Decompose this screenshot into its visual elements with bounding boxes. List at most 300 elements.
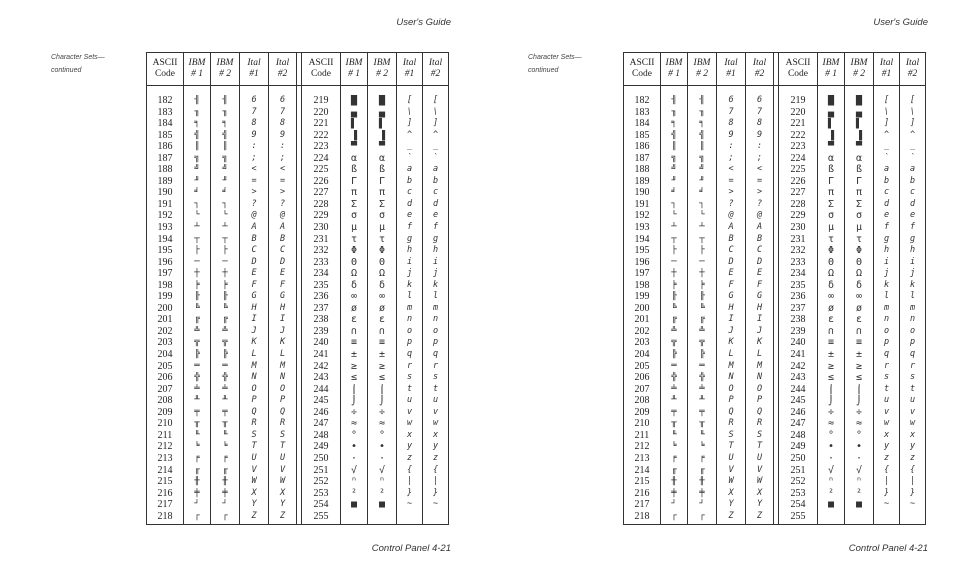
table-cell: W	[279, 476, 286, 487]
table-cell: ·	[827, 452, 835, 464]
table-cell: π	[827, 187, 835, 199]
table-cell: `	[909, 152, 916, 163]
table-cell: ≈	[827, 418, 835, 430]
table-cell: U	[279, 452, 286, 463]
table-cell: j	[909, 268, 916, 279]
table-cell: t	[432, 383, 439, 394]
table-cell: {	[406, 464, 413, 475]
table-cell: ÷	[827, 406, 835, 418]
table-cell: x	[909, 429, 916, 440]
table-cell: 202	[157, 325, 173, 337]
ibm1-column	[661, 86, 688, 525]
table-cell: 213	[634, 452, 650, 464]
table-cell: ▄	[827, 106, 835, 118]
table-cell: 203	[157, 337, 173, 349]
table-cell: ≤	[855, 372, 863, 384]
table-cell: 237	[790, 302, 806, 314]
ascii-code-column	[779, 86, 818, 525]
table-cell: S	[728, 429, 734, 440]
table-cell: f	[406, 222, 413, 233]
table-cell: T	[756, 441, 763, 452]
table-cell: T	[728, 441, 734, 452]
table-cell: ╧	[699, 383, 705, 394]
table-cell: o	[406, 325, 413, 336]
table-cell: y	[883, 441, 890, 452]
table-cell: ]	[909, 118, 916, 129]
table-cell: µ	[827, 222, 835, 234]
table-cell: 199	[634, 291, 650, 303]
table-cell: ∞	[378, 291, 386, 303]
table-cell: 8	[279, 118, 286, 129]
table-cell: 221	[313, 118, 329, 130]
table-cell: 229	[790, 210, 806, 222]
table-cell: z	[883, 452, 890, 463]
table-cell: u	[432, 395, 439, 406]
table-cell: B	[728, 233, 734, 244]
table-cell: └	[699, 210, 705, 221]
table-cell: ⁿ	[350, 476, 358, 488]
table-cell: ╖	[671, 106, 677, 117]
table-cell: ╩	[699, 325, 705, 336]
table-cell: 198	[634, 279, 650, 291]
table-cell: 252	[790, 476, 806, 488]
table-cell: Y	[251, 499, 257, 510]
table-cell: q	[406, 349, 413, 360]
table-cell: T	[279, 441, 286, 452]
table-cell: ß	[827, 164, 835, 176]
table-cell: ≤	[350, 372, 358, 384]
table-cell: k	[432, 279, 439, 290]
table-cell: s	[909, 372, 916, 383]
table-cell: ├	[699, 245, 705, 256]
table-cell: 192	[157, 210, 173, 222]
table-cell: 238	[790, 314, 806, 326]
table-cell: 185	[157, 129, 173, 141]
table-cell: j	[883, 268, 890, 279]
table-cell: z	[909, 452, 916, 463]
table-cell: 228	[790, 198, 806, 210]
table-cell: b	[432, 175, 439, 186]
table-cell	[818, 511, 844, 523]
table-cell: 235	[313, 279, 329, 291]
table-cell: _	[432, 141, 439, 152]
table-cell: δ	[827, 279, 835, 291]
table-cell: ╨	[222, 395, 228, 406]
table-cell: Ω	[350, 268, 358, 280]
table-cell: m	[406, 302, 413, 313]
table-cell: ÷	[350, 406, 358, 418]
table-cell: x	[432, 429, 439, 440]
table-cell: A	[756, 222, 763, 233]
table-cell	[845, 511, 873, 523]
table-cell: π	[378, 187, 386, 199]
table-cell: v	[406, 406, 413, 417]
table-cell: ~	[406, 499, 413, 510]
table-cell: C	[728, 245, 734, 256]
table-cell: N	[756, 372, 763, 383]
header-ibm2-right: IBM # 2	[368, 53, 397, 86]
table-cell: 224	[790, 152, 806, 164]
table-cell: 182	[634, 95, 650, 106]
table-cell: 245	[313, 395, 329, 407]
table-cell: O	[279, 383, 286, 394]
table-cell: 206	[634, 372, 650, 384]
table-cell: ┐	[222, 198, 228, 209]
table-cell: ├	[222, 245, 228, 256]
table-cell: δ	[378, 279, 386, 291]
table-cell: ╣	[222, 129, 228, 140]
table-cell: \	[432, 106, 439, 117]
header-ibm2-left: IBM # 2	[211, 53, 240, 86]
table-cell: ┘	[699, 499, 705, 510]
table-cell: ┬	[671, 233, 677, 244]
table-cell: 196	[634, 256, 650, 268]
table-cell: s	[432, 372, 439, 383]
table-cell: 188	[157, 164, 173, 176]
table-cell: 191	[634, 198, 650, 210]
table-cell: 225	[313, 164, 329, 176]
table-cell: E	[279, 268, 286, 279]
table-cell: O	[756, 383, 763, 394]
table-cell: 218	[634, 510, 650, 522]
table-cell: █	[827, 95, 835, 106]
table-cell: ╝	[671, 164, 677, 175]
ascii-code-column	[147, 86, 184, 525]
table-cell: ^	[406, 129, 413, 140]
table-cell: ±	[827, 349, 835, 361]
table-cell: ╖	[194, 106, 200, 117]
table-cell: 236	[790, 291, 806, 303]
table-cell: ╧	[222, 383, 228, 394]
table-cell: e	[432, 210, 439, 221]
table-cell: σ	[378, 210, 386, 222]
table-cell: ╔	[699, 314, 705, 325]
table-cell: O	[728, 383, 734, 394]
character-set-table	[623, 52, 926, 525]
table-cell: ε	[827, 314, 835, 326]
table-cell: 234	[313, 268, 329, 280]
table-cell: 244	[790, 383, 806, 395]
table-cell: 187	[157, 152, 173, 164]
table-cell: M	[728, 360, 734, 371]
table-cell: P	[756, 395, 763, 406]
table-cell: ┴	[671, 222, 677, 233]
table-cell: ╢	[699, 95, 705, 105]
table-cell: █	[350, 95, 358, 106]
table-cell: 184	[634, 118, 650, 130]
table-cell: X	[279, 487, 286, 498]
table-cell: \	[406, 106, 413, 117]
table-cell: ┼	[194, 268, 200, 279]
table-cell: 206	[157, 372, 173, 384]
table-cell: g	[432, 233, 439, 244]
table-cell: =	[251, 175, 257, 186]
table-cell: k	[883, 279, 890, 290]
table-cell: ├	[194, 245, 200, 256]
table-cell: ═	[222, 360, 228, 371]
table-cell: 255	[790, 510, 806, 522]
table-cell: }	[909, 487, 916, 498]
ascii-code-column	[302, 86, 341, 525]
table-cell: 189	[634, 175, 650, 187]
table-cell: ┼	[222, 268, 228, 279]
table-cell: {	[883, 464, 890, 475]
table-cell: @	[756, 210, 763, 221]
table-cell: U	[251, 452, 257, 463]
side-note-line1: Character Sets—	[51, 54, 105, 61]
table-cell: ╨	[699, 395, 705, 406]
table-cell: z	[406, 452, 413, 463]
table-cell: \	[909, 106, 916, 117]
table-cell: 234	[790, 268, 806, 280]
table-cell: 6	[279, 95, 286, 105]
table-cell: m	[883, 302, 890, 313]
table-cell: ╙	[699, 429, 705, 440]
table-cell: ╘	[194, 441, 200, 452]
table-cell: x	[883, 429, 890, 440]
table-cell: ≈	[350, 418, 358, 430]
table-cell: ╚	[699, 302, 705, 313]
table-cell: ╟	[699, 291, 705, 302]
table-cell: f	[909, 222, 916, 233]
table-cell: >	[728, 187, 734, 198]
table-cell: ═	[699, 360, 705, 371]
table-cell: ╠	[194, 349, 200, 360]
side-note	[528, 51, 582, 77]
header-ibm1-left: IBM # 1	[184, 53, 211, 86]
ital1-column	[240, 86, 269, 525]
table-cell: 239	[790, 325, 806, 337]
table-cell: f	[883, 222, 890, 233]
table-cell: ·	[378, 452, 386, 464]
table-cell: ┬	[194, 233, 200, 244]
table-cell: q	[883, 349, 890, 360]
table-cell: 187	[634, 152, 650, 164]
table-cell: b	[406, 175, 413, 186]
table-cell: B	[756, 233, 763, 244]
table-cell: ≥	[378, 360, 386, 372]
table-cell: ∩	[855, 325, 863, 337]
table-cell: 216	[157, 487, 173, 499]
table-cell: <	[728, 164, 734, 175]
ital1-column	[397, 86, 423, 525]
table-cell: ╒	[671, 452, 677, 463]
table-cell: ╒	[222, 452, 228, 463]
table-cell: ⌠	[378, 383, 386, 395]
table-cell: µ	[350, 222, 358, 234]
table-cell: Θ	[827, 256, 835, 268]
table-cell: 249	[790, 441, 806, 453]
table-cell: E	[251, 268, 257, 279]
table-cell: m	[432, 302, 439, 313]
table-cell: ∩	[827, 325, 835, 337]
table-cell: ╢	[222, 95, 228, 105]
table-cell: >	[279, 187, 286, 198]
table-cell: 242	[313, 360, 329, 372]
header-ascii-left: ASCII Code	[147, 53, 184, 86]
table-cell: C	[756, 245, 763, 256]
table-cell: ╪	[222, 487, 228, 498]
table-cell: 6	[756, 95, 763, 105]
table-cell: 235	[790, 279, 806, 291]
table-cell: h	[406, 245, 413, 256]
table-cell: ╫	[671, 476, 677, 487]
table-cell: G	[756, 291, 763, 302]
table-cell: 253	[790, 487, 806, 499]
table-cell: ╩	[671, 325, 677, 336]
table-cell: e	[406, 210, 413, 221]
table-cell: π	[350, 187, 358, 199]
table-cell: c	[909, 187, 916, 198]
table-cell: ■	[350, 499, 358, 511]
table-cell: °	[378, 429, 386, 441]
table-cell: 237	[313, 302, 329, 314]
table-cell: 221	[790, 118, 806, 130]
table-cell: ╝	[222, 164, 228, 175]
table-cell: K	[756, 337, 763, 348]
table-cell: ■	[378, 499, 386, 511]
table-cell: Z	[251, 510, 257, 521]
table-cell: µ	[378, 222, 386, 234]
table-cell: k	[909, 279, 916, 290]
table-cell: 251	[313, 464, 329, 476]
ascii-code-column	[624, 86, 661, 525]
table-cell: ╙	[222, 429, 228, 440]
table-cell: g	[883, 233, 890, 244]
table-cell: 247	[313, 418, 329, 430]
table-cell: ┬	[699, 233, 705, 244]
table-cell: =	[756, 175, 763, 186]
table-cell: r	[883, 360, 890, 371]
table-cell: 7	[279, 106, 286, 117]
table-cell: U	[728, 452, 734, 463]
table-cell: ╤	[222, 406, 228, 417]
table-cell: C	[279, 245, 286, 256]
table-cell: ~	[883, 499, 890, 510]
table-cell: ∞	[855, 291, 863, 303]
side-note-line1: Character Sets—	[528, 54, 582, 61]
table-cell: r	[406, 360, 413, 371]
table-cell: ╕	[194, 118, 200, 129]
table-cell: ═	[671, 360, 677, 371]
table-cell: 202	[634, 325, 650, 337]
table-cell: ╬	[222, 372, 228, 383]
table-cell: ╖	[699, 106, 705, 117]
ibm1-column	[184, 86, 211, 525]
table-cell: ╞	[671, 279, 677, 290]
ital2-column	[900, 86, 926, 525]
table-cell: π	[855, 187, 863, 199]
table-cell: u	[883, 395, 890, 406]
table-cell: j	[406, 268, 413, 279]
table-cell: d	[883, 198, 890, 209]
table-cell: 209	[157, 406, 173, 418]
table-cell: 238	[313, 314, 329, 326]
table-cell: ╤	[194, 406, 200, 417]
table-cell: r	[432, 360, 439, 371]
table-cell: 233	[790, 256, 806, 268]
table-cell: F	[756, 279, 763, 290]
table-cell: 8	[756, 118, 763, 129]
table-cell: h	[883, 245, 890, 256]
table-cell: 194	[634, 233, 650, 245]
table-cell: ╞	[699, 279, 705, 290]
table-cell: S	[756, 429, 763, 440]
table-cell: v	[883, 406, 890, 417]
table-cell: √	[855, 464, 863, 476]
table-cell: }	[406, 487, 413, 498]
table-cell: 255	[313, 510, 329, 522]
table-cell: ⌠	[855, 383, 863, 395]
table-cell: ┴	[222, 222, 228, 233]
table-cell: ß	[855, 164, 863, 176]
table-cell: ■	[855, 499, 863, 511]
table-cell: 245	[790, 395, 806, 407]
table-cell: p	[909, 337, 916, 348]
table-cell: ╙	[671, 429, 677, 440]
table-cell: n	[883, 314, 890, 325]
table-cell: {	[909, 464, 916, 475]
table-cell: W	[756, 476, 763, 487]
table-cell: ]	[432, 118, 439, 129]
table-cell: •	[350, 441, 358, 453]
table-cell: Φ	[855, 245, 863, 257]
table-cell: ┌	[222, 510, 228, 521]
table-cell: p	[406, 337, 413, 348]
table-cell: ╥	[222, 418, 228, 429]
table-cell: 232	[790, 245, 806, 257]
table-cell: 246	[790, 406, 806, 418]
table-cell: t	[883, 383, 890, 394]
table-cell: ╣	[699, 129, 705, 140]
table-cell: ╗	[671, 152, 677, 163]
table-cell: ø	[855, 302, 863, 314]
table-cell: ╚	[222, 302, 228, 313]
table-cell: [	[406, 95, 413, 105]
table-cell: Q	[279, 406, 286, 417]
table-cell: ²	[855, 487, 863, 499]
table-cell: X	[756, 487, 763, 498]
table-cell: X	[728, 487, 734, 498]
table-cell: ╛	[699, 187, 705, 198]
table-cell: 219	[790, 95, 806, 106]
table-cell: ─	[699, 256, 705, 267]
table-cell: O	[251, 383, 257, 394]
table-cell: ║	[671, 141, 677, 152]
header-ascii-right: ASCII Code	[302, 53, 341, 86]
table-cell: E	[728, 268, 734, 279]
table-cell: [	[883, 95, 890, 105]
table-cell: W	[728, 476, 734, 487]
table-cell: v	[432, 406, 439, 417]
table-cell: h	[909, 245, 916, 256]
header-ital2-left: Ital #2	[269, 53, 297, 86]
table-cell: σ	[827, 210, 835, 222]
table-cell: ╤	[699, 406, 705, 417]
table-cell: a	[883, 164, 890, 175]
table-cell: ╔	[671, 314, 677, 325]
side-note	[51, 51, 105, 77]
table-cell: w	[406, 418, 413, 429]
table-cell: ╫	[699, 476, 705, 487]
table-cell: ⌠	[827, 383, 835, 395]
table-cell: ╬	[699, 372, 705, 383]
table-cell: ┘	[194, 499, 200, 510]
table-cell: ▀	[855, 141, 863, 153]
table-cell: D	[728, 256, 734, 267]
table-cell: 211	[157, 429, 173, 441]
table-cell: ∞	[827, 291, 835, 303]
